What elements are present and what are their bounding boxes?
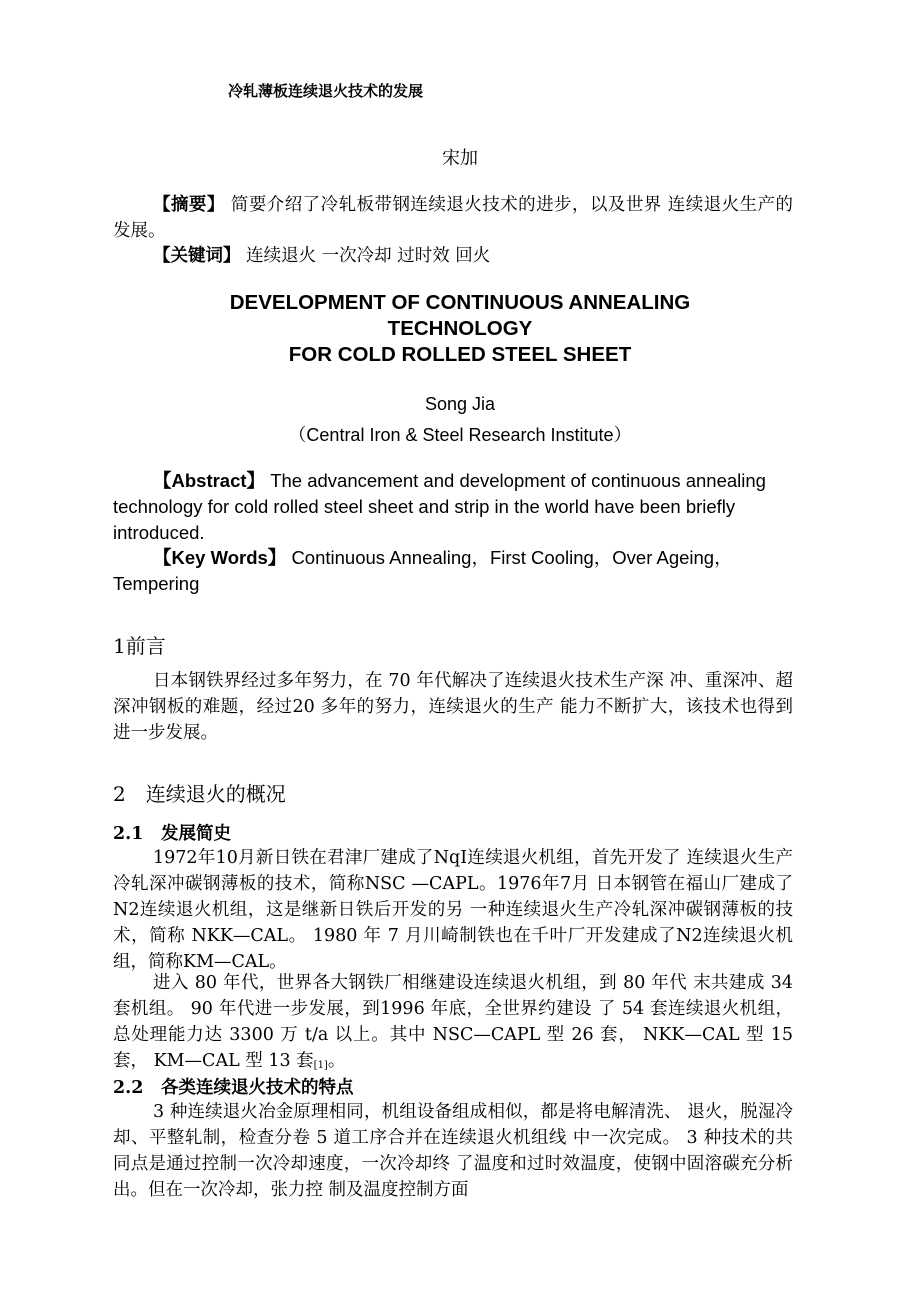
english-author: Song Jia bbox=[424, 394, 496, 414]
abstract-en-label: 【Abstract】 bbox=[153, 470, 266, 491]
section-1-text: 日本钢铁界经过多年努力，在 70 年代解决了连续退火技术生产深 冲、重深冲、超深冲钢板的难题，经过20 多年的努力，连续退火的生产 能力不断扩大，该技术也得到进一步发展。 bbox=[113, 671, 793, 743]
section-2-1-paragraph-2 bbox=[113, 970, 793, 1079]
keywords-en bbox=[113, 545, 793, 597]
author-name-cn: 宋加 bbox=[442, 148, 478, 169]
keywords-cn-text: 连续退火 一次冷却 过时效 回火 bbox=[246, 246, 491, 266]
section-2-1-text-2-end: 。 bbox=[327, 1051, 346, 1071]
section-2-1-text-2: 进入 80 年代，世界各大钢铁厂相继建设连续退火机组，到 80 年代 末共建成 34 套机组。 90 年代进一步发展，到1996 年底，全世界约建设 了 54 套连续退火机组，总处理能力达 3300 万 t/a 以上。其中 NSC—CAPL 型 26 套， NKK—CAL 型 15 套， KM—CAL 型 13 套 bbox=[113, 973, 793, 1071]
english-title-line2: TECHNOLOGY bbox=[387, 317, 533, 340]
abstract-cn-text: 简要介绍了冷轧板带钢连续退火技术的进步，以及世界 连续退火生产的发展。 bbox=[113, 195, 794, 241]
english-title bbox=[0, 290, 920, 368]
section-2-2-text: 3 种连续退火冶金原理相同，机组设备组成相似，都是将电解清洗、 退火，脱湿冷却、平整轧制，检查分卷 5 道工序合并在连续退火机组线 中一次完成。 3 种技术的共同点是通过控制一次冷却速度，一次冷却终 了温度和过时效温度，使钢中固溶碳充分析出。但在一次冷却，张力控 制及温度控制方面 bbox=[113, 1102, 793, 1200]
section-1-heading: 1前言 bbox=[113, 634, 166, 658]
abstract-cn-label: 【摘要】 bbox=[153, 195, 225, 215]
abstract-cn bbox=[113, 192, 793, 244]
section-2-1-paragraph-1 bbox=[113, 845, 793, 975]
section-2-2-heading: 2.2 各类连续退火技术的特点 bbox=[113, 1078, 354, 1098]
section-1-paragraph bbox=[113, 668, 793, 746]
section-2-1-heading: 2.1 发展简史 bbox=[113, 824, 231, 844]
abstract-en bbox=[113, 468, 793, 546]
english-title-line3: FOR COLD ROLLED STEEL SHEET bbox=[288, 343, 632, 366]
english-affiliation: （Central Iron & Steel Research Institute） bbox=[288, 425, 632, 445]
keywords-en-text: Continuous Annealing，First Cooling，Over Ageing，Tempering bbox=[113, 547, 733, 594]
citation-ref[interactable]: [1] bbox=[313, 1060, 328, 1071]
keywords-en-label: 【Key Words】 bbox=[153, 547, 287, 568]
abstract-en-text: The advancement and development of continuous annealing technology for cold rolled steel sheet and strip in the world have been briefly introduced. bbox=[113, 470, 766, 543]
keywords-cn bbox=[113, 243, 793, 269]
section-2-heading: 2 连续退火的概况 bbox=[113, 782, 286, 806]
section-2-1-text-1: 1972年10月新日铁在君津厂建成了NqI连续退火机组，首先开发了 连续退火生产冷轧深冲碳钢薄板的技术，简称NSC —CAPL。1976年7月 日本钢管在福山厂建成了N2连续退火机组，这是继新日铁后开发的另 一种连续退火生产冷轧深冲碳钢薄板的技术，简称 NKK—CAL。 1980 年 7 月川崎制铁也在千叶厂开发建成了N2连续退火机组，简称KM—CAL。 bbox=[113, 848, 793, 972]
english-title-line1: DEVELOPMENT OF CONTINUOUS ANNEALING bbox=[229, 291, 691, 314]
running-title: 冷轧薄板连续退火技术的发展 bbox=[228, 82, 424, 100]
section-2-2-paragraph bbox=[113, 1099, 793, 1203]
keywords-cn-label: 【关键词】 bbox=[153, 246, 241, 266]
